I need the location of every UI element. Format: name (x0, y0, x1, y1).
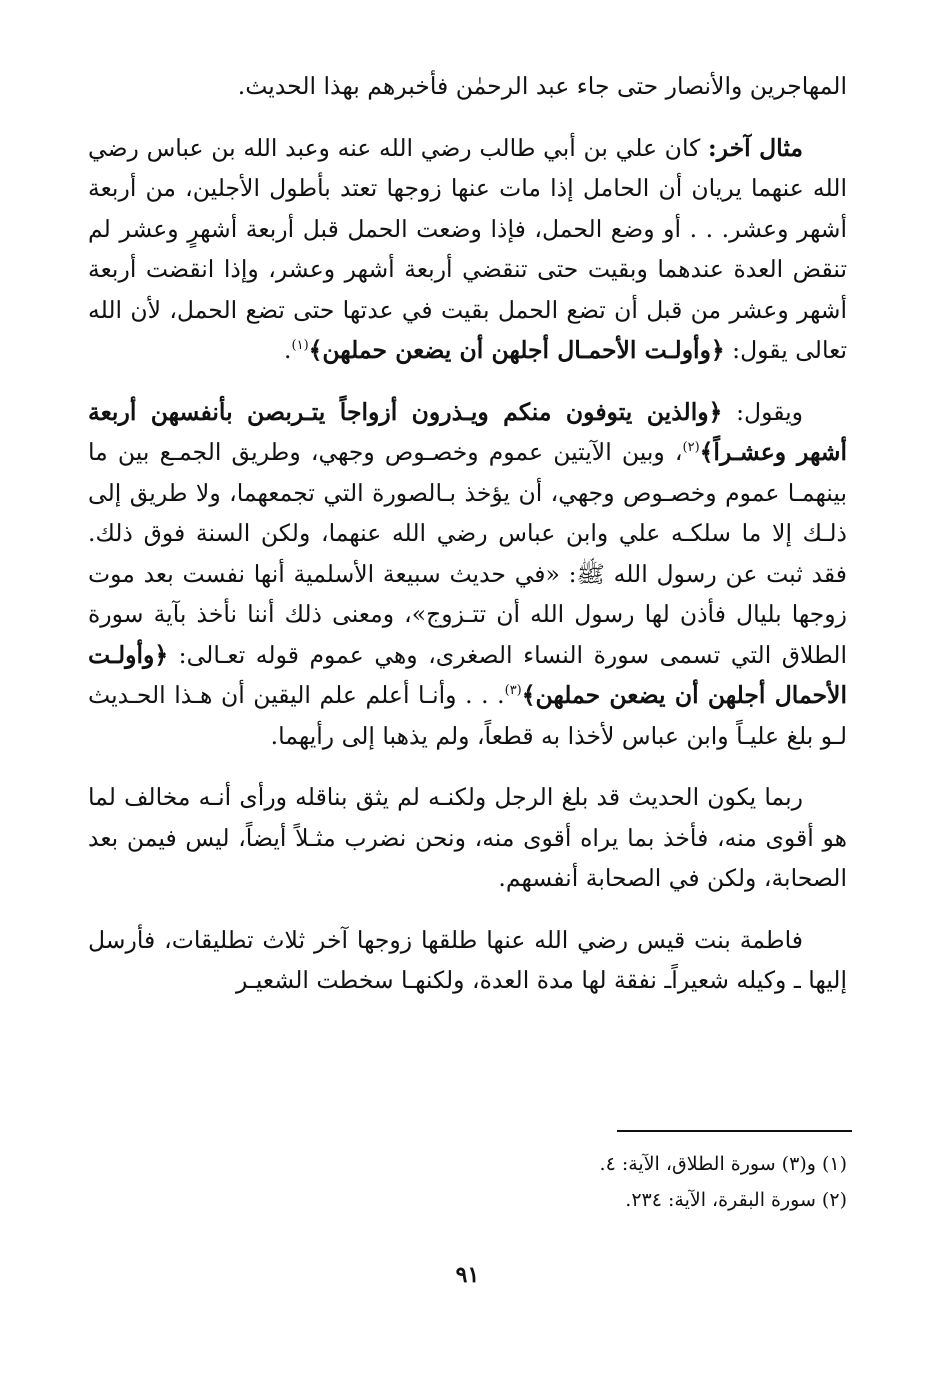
footnote-ref: (٣) (504, 683, 522, 699)
paragraph (88, 392, 847, 757)
text-run: فاطمة بنت قيس رضي الله عنها طلقها زوجها آخر ثلاث تطليقات، فأرسل إليها ـ وكيله شعيراًـ نفقة لها مدة العدة، ولكنهـا سخطت الشعيـر (88, 925, 847, 994)
footnote-ref: (٢) (682, 440, 700, 456)
paragraph (88, 66, 847, 107)
quran-verse: ﴿وأولـت الأحمال أجلهن أن يضعن حملهن﴾ (88, 640, 847, 709)
quran-verse: ﴿وأولـت الأحمـال أجلهن أن يضعن حملهن﴾ (308, 336, 725, 364)
text-run: المهاجرين والأنصار حتى جاء عبد الرحمٰن فأخبرهم بهذا الحديث. (237, 72, 847, 100)
footnote-2: (٢) سورة البقرة، الآية: ٢٣٤. (625, 1189, 847, 1211)
text-run: ، وبين الآيتين عموم وخصـوص وجهي، وطريق الجمـع بين ما بينهمـا عموم وخصـوص وجهي، أن يؤخذ بـالصورة التي تجمعهما، ولا طريق إلى ذلـك إلا ما سلكـه علي وابن عباس رضي الله عنهما، ولكن السنة فوق ذلك. فقد ثبت عن رسول الله ﷺ: «في حديث سبيعة الأسلمية أنها نفست بعد موت زوجها بليال فأذن لها رسول الله أن تتـزوج»، ومعنى ذلك أننا نأخذ بآية سورة الطلاق التي تسمى سورة النساء الصغرى، وهي عموم قوله تعـالى: (88, 438, 847, 669)
footnote-1: (١) و(٣) سورة الطلاق، الآية: ٤. (599, 1153, 847, 1175)
footnote-ref: (١) (291, 338, 309, 354)
paragraph (88, 128, 847, 371)
text-run: . (284, 336, 292, 364)
footnotes (247, 1146, 847, 1218)
text-run: كان علي بن أبي طالب رضي الله عنه وعبد الله بن عباس رضي الله عنهما يريان أن الحامل إذا مات عنها زوجها تعتد بأطول الأجلين، من أربعة أشهر وعشر. . . أو وضع الحمل، فإذا وضعت الحمل قبل أربعة أشهرٍ وعشر لم تنقض العدة عندهما وبقيت حتى تنقضي أربعة أشهر وعشر، وإذا انقضت أربعة أشهر وعشر من قبل أن تضع الحمل بقيت في عدتها حتى تضع الحمل، لأن الله تعالى يقول: (88, 133, 847, 364)
body-text (88, 66, 847, 1001)
paragraph (88, 777, 847, 899)
quran-verse: مثال آخر: (707, 133, 803, 162)
quran-verse: ﴿والذين يتوفون منكم ويـذرون أزواجاً يتـربصن بأنفسهن أربعة أشهر وعشـراً﴾ (88, 397, 848, 466)
footnote-separator (617, 1130, 852, 1132)
page-number: ٩١ (455, 1262, 480, 1288)
paragraph (88, 920, 847, 1001)
text-run: ربما يكون الحديث قد بلغ الرجل ولكنـه لم يثق بناقله ورأى أنـه مخالف لما هو أقوى منه، فأخذ بما يراه أقوى منه، ونحن نضرب مثـلاً أيضاً، ليس فيمن بعد الصحابة، ولكن في الصحابة أنفسهم. (88, 783, 847, 892)
text-run: . . . وأنـا أعلم علم اليقين أن هـذا الحـديث لـو بلغ عليـاً وابن عباس لأخذا به قطعاً، ولم يذهبا إلى رأيهما. (88, 681, 847, 750)
text-run: ويقول: (722, 397, 803, 426)
